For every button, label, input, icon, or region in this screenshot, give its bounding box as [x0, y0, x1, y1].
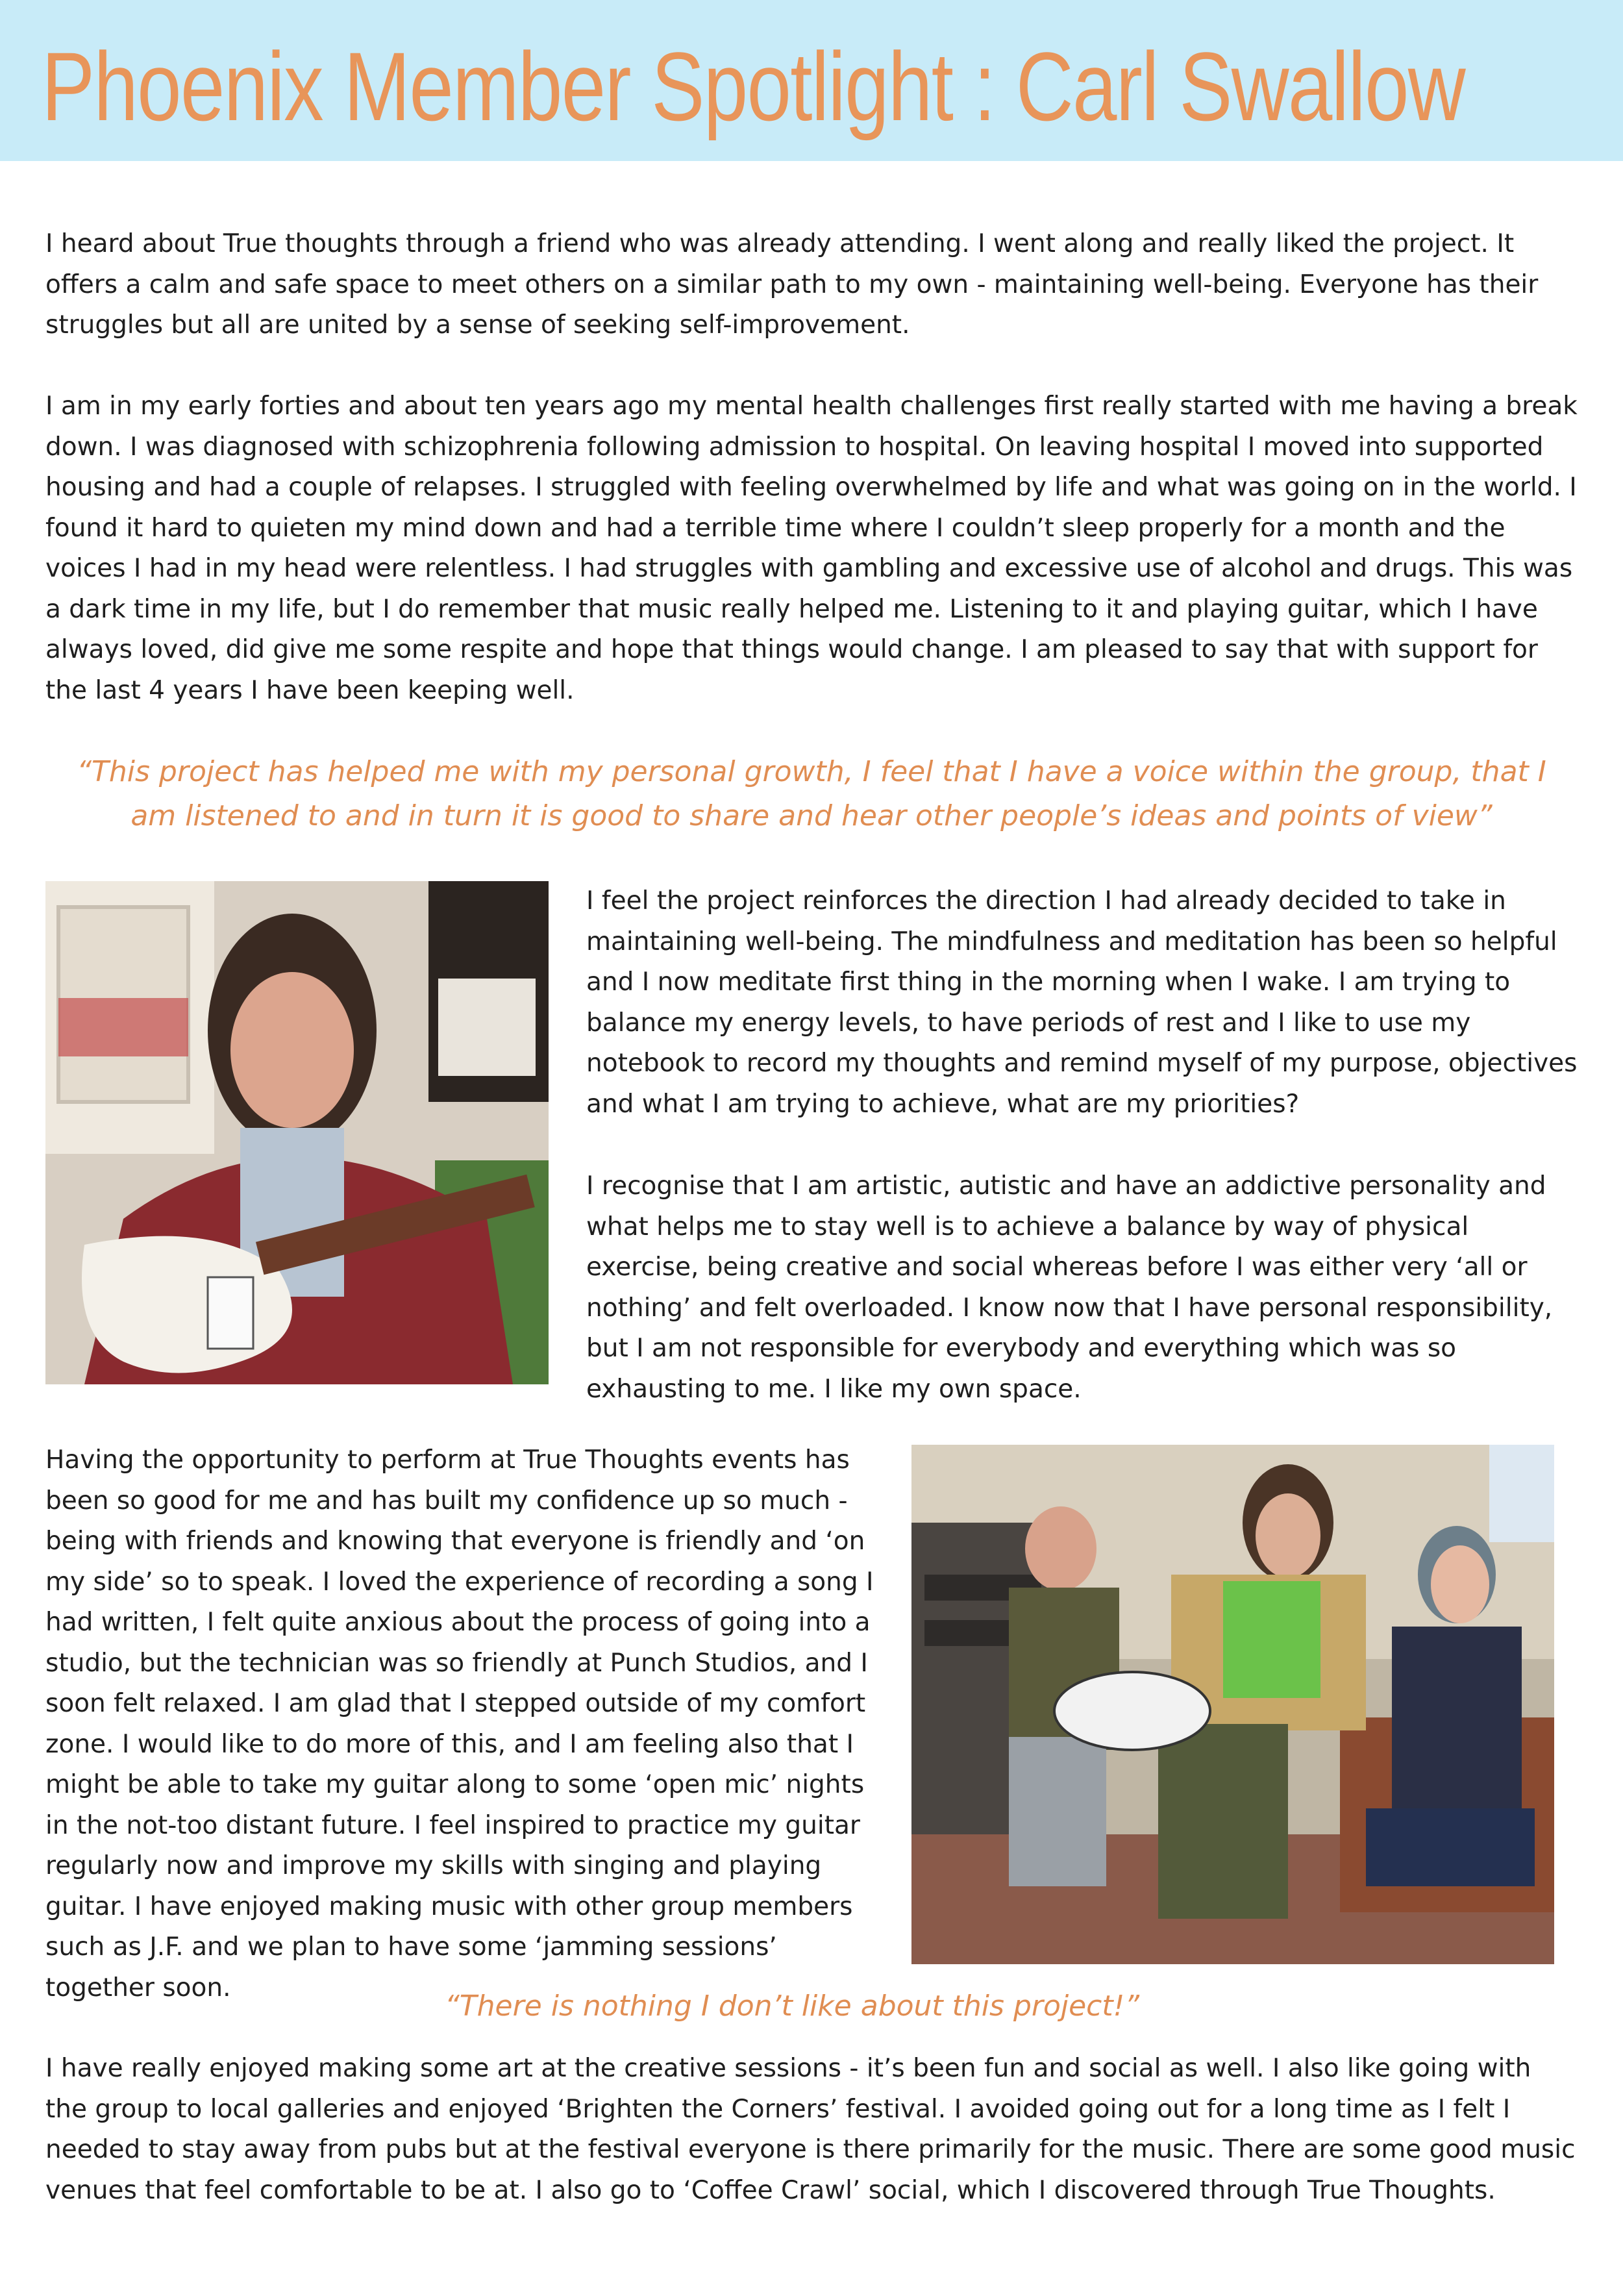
pull-quote-nothing-dislike: “There is nothing I don’t like about this project!”: [444, 1990, 1140, 2023]
paragraph-intro: I heard about True thoughts through a friend who was already attending. I went along and really liked the project. It offers a calm and safe space to meet others on a similar path to my own - maintaining well-being. Everyone has their struggles but all are united by a sense of seeking self-improvement.: [45, 229, 1539, 340]
photo-studio-group: [911, 1445, 1554, 1964]
paragraph-balance: I recognise that I am artistic, autistic and have an addictive personality and what helps me to stay well is to achieve a balance by way of physical exercise, being creative and social whereas before I was either very ‘all or nothing’ and felt overloaded. I know now that I have personal responsibility, but I am not responsible for everybody and everything which was so exhausting to me. I like my own space.: [586, 1171, 1553, 1404]
paragraph-wellbeing: I feel the project reinforces the direction I had already decided to take in maintaining well-being. The mindfulness and meditation has been so helpful and I now meditate first thing in the morning when I wake. I am trying to balance my energy levels, to have periods of rest and I like to use my notebook to record my thoughts and remind myself of my purpose, objectives and what I am trying to achieve, what are my priorities?: [586, 886, 1578, 1119]
paragraph-background: I am in my early forties and about ten years ago my mental health challenges first really started with me having a break down. I was diagnosed with schizophrenia following admission to hospital. On leaving hospital I moved into supported housing and had a couple of relapses. I struggled with feeling overwhelmed by life and what was going on in the world. I found it hard to quieten my mind down and had a terrible time where I couldn’t sleep properly for a month and the voices I had in my head were relentless. I had struggles with gambling and excessive use of alcohol and drugs. This was a dark time in my life, but I do remember that music really helped me. Listening to it and playing guitar, which I have always loved, did give me some respite and hope that things would change. I am pleased to say that with support for the last 4 years I have been keeping well.: [45, 392, 1578, 705]
paragraph-performing: Having the opportunity to perform at True Thoughts events has been so good for me and has built my confidence up so much - being with friends and knowing that everyone is friendly and ‘on my side’ so to speak. I loved the experience of recording a song I had written, I felt quite anxious about the process of going into a studio, but the technician was so friendly at Punch Studios, and I soon felt relaxed. I am glad that I stepped outside of my comfort zone. I would like to do more of this, and I am feeling also that I might be able to take my guitar along to some ‘open mic’ nights in the not-too distant future. I feel inspired to practice my guitar regularly now and improve my skills with singing and playing guitar. I have enjoyed making music with other group members such as J.F. and we plan to have some ‘jamming sessions’ together soon.: [45, 1445, 874, 2003]
paragraph-art-social: I have really enjoyed making some art at the creative sessions - it’s been fun and social as well. I also like going with the group to local galleries and enjoyed ‘Brighten the Corners’ festival. I avoided going out for a long time as I felt I needed to stay away from pubs but at the festival everyone is there primarily for the music. There are some good music venues that feel comfortable to be at. I also go to ‘Coffee Crawl’ social, which I discovered through True Thoughts.: [45, 2054, 1576, 2205]
pull-quote-personal-growth: “This project has helped me with my personal growth, I feel that I have a voice within the group, that I am listened to and in turn it is good to share and hear other people’s ideas and points of view”: [77, 755, 1546, 832]
page-title: Phoenix Member Spotlight : Carl Swallow: [42, 32, 1465, 141]
photo-carl-with-guitar: [45, 881, 549, 1384]
